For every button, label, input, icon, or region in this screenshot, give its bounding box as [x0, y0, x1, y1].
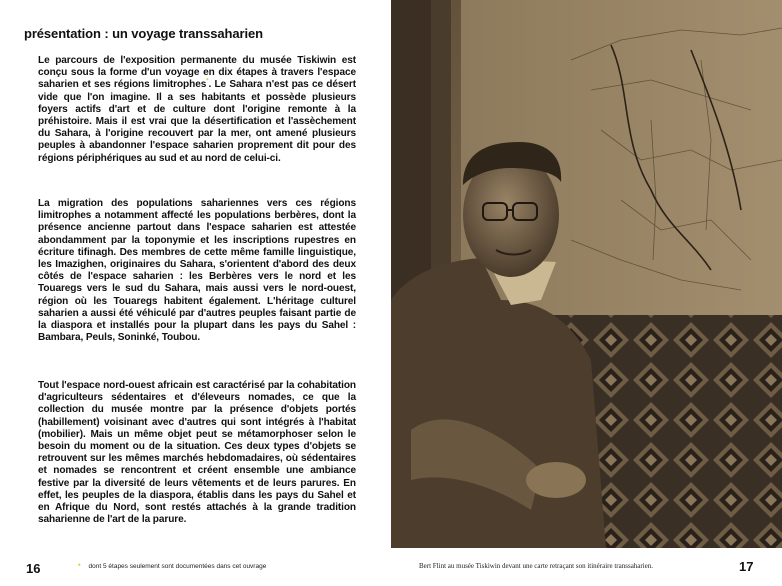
- photo-man-before-map: [391, 0, 782, 548]
- page-heading: présentation : un voyage transsaharien: [24, 26, 263, 41]
- footnote-mark-in-text: *: [206, 79, 209, 86]
- paragraph-2: La migration des populations sahariennes vers ces régions limitrophes a notamment affecté les populations berbères, dont la présence ancienne partout dans l'espace saharien est attestée abondamment par la toponymie et les inscriptions rupestres en écriture tifinagh. Des membres de cette même famille linguistique, les Imazighen, originaires du Sahara, s'orientent d'abord des deux côtés de l'espace saharien : les Berbères vers le nord et les Touaregs vers le sud du Sahara, mais aussi vers le nord-ouest, région où les Touaregs habitent également. L'héritage culturel saharien a aussi été véhiculé par d'autres peuples faisant partie de la diaspora et installés pour la plupart dans les pays du Sahel : Bambara, Peuls, Soninké, Toubou.: [38, 198, 356, 344]
- paragraph-1: [38, 55, 356, 165]
- right-page: [391, 0, 782, 586]
- paragraph-3: Tout l'espace nord-ouest africain est caractérisé par la cohabitation d'agriculteurs sédentaires et d'éleveurs nomades, ce que la collection du musée montre par la présence d'objets portés (habillement) voisinant avec d'autres qui sont intégrés à l'habitat (mobilier). Mais un même objet peut se métamorphoser selon le besoin du moment ou de la situation. Ces deux types d'objets se retrouvent sur les mêmes marchés hebdomadaires, où sédentaires et nomades se rencontrent et créent ensemble une ambiance festive par la diversité de leurs vêtements et de leurs parures. En effet, les peuples de la diaspora, établis dans les pays du Sahel et en Afrique du Nord, sont restés attachés à la grande tradition saharienne de l'art de la parure.: [38, 380, 356, 526]
- paragraph-1-continued: . Le Sahara n'est pas ce désert vide que l'on imagine. Il a ses habitants et possède plusieurs foyers actifs d'art et de culture dont l'origine remonte à la préhistoire. Mais il est vrai que la désertification et l'assèchement du Sahara, à l'origine recouvert par la mer, ont amené plusieurs peuples à abandonner l'espace saharien proprement dit pour des régions périphériques au sud et au nord de celui-ci.: [38, 79, 356, 164]
- footnote: [78, 563, 266, 570]
- page-number-right: 17: [739, 559, 754, 574]
- page-number-left: 16: [26, 561, 41, 576]
- footnote-mark: *: [78, 563, 81, 570]
- paragraph-1-text: Le parcours de l'exposition permanente du musée Tiskiwin est conçu sous la forme d'un voyage en dix étapes à travers l'espace saharien et ses régions limitrophes: [38, 55, 356, 91]
- footnote-text: dont 5 étapes seulement sont documentées dans cet ouvrage: [88, 563, 267, 570]
- photo-caption: Bert Flint au musée Tiskiwin devant une carte retraçant son itinéraire transsaharien.: [419, 562, 654, 570]
